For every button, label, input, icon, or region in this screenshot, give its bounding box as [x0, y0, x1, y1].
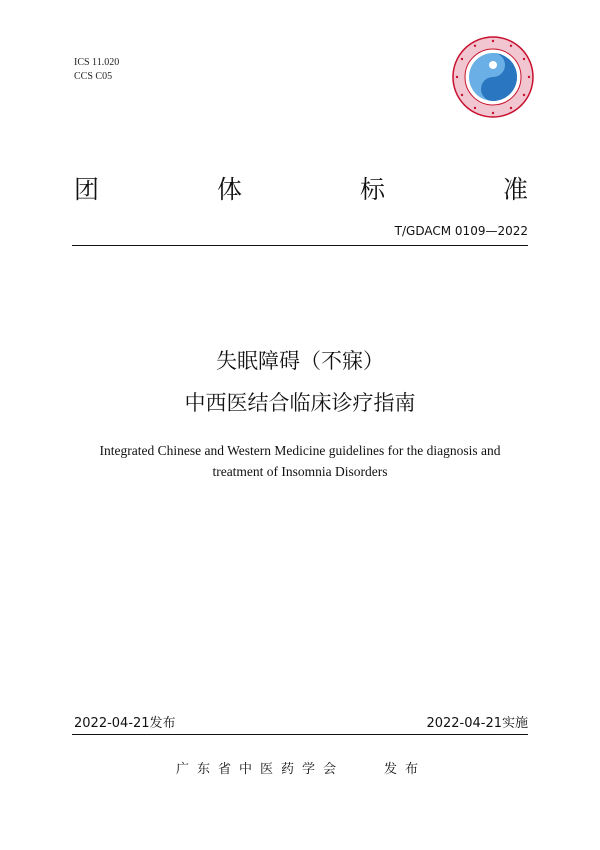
title-cn-line2: 中西医结合临床诊疗指南 [184, 391, 416, 415]
title-en-line1: Integrated Chinese and Western Medicine guidelines for the diagnosis and [99, 443, 501, 458]
title-en [60, 440, 540, 482]
logo-emblem-icon [452, 36, 534, 118]
publish-label: 发布 [384, 762, 427, 777]
association-logo [452, 36, 534, 118]
type-char: 团 [74, 175, 100, 204]
bottom-divider [72, 734, 528, 735]
classification-codes [74, 56, 119, 84]
implement-date: 2022-04-21实施 [426, 716, 528, 731]
title-cn-line1: 失眠障碍（不寐） [216, 349, 384, 373]
standard-number: T/GDACM 0109—2022 [394, 224, 528, 238]
top-divider [72, 245, 528, 246]
type-char: 准 [502, 175, 528, 204]
publisher-name: 广东省中医药学会 [176, 762, 345, 777]
title-en-line2: treatment of Insomnia Disorders [212, 464, 388, 479]
type-char: 体 [216, 175, 242, 204]
type-char: 标 [359, 175, 385, 204]
ics-code: ICS 11.020 [74, 57, 120, 68]
release-date: 2022-04-21发布 [74, 716, 176, 731]
ccs-code: CCS C05 [74, 71, 113, 82]
standard-type-heading [74, 170, 528, 210]
